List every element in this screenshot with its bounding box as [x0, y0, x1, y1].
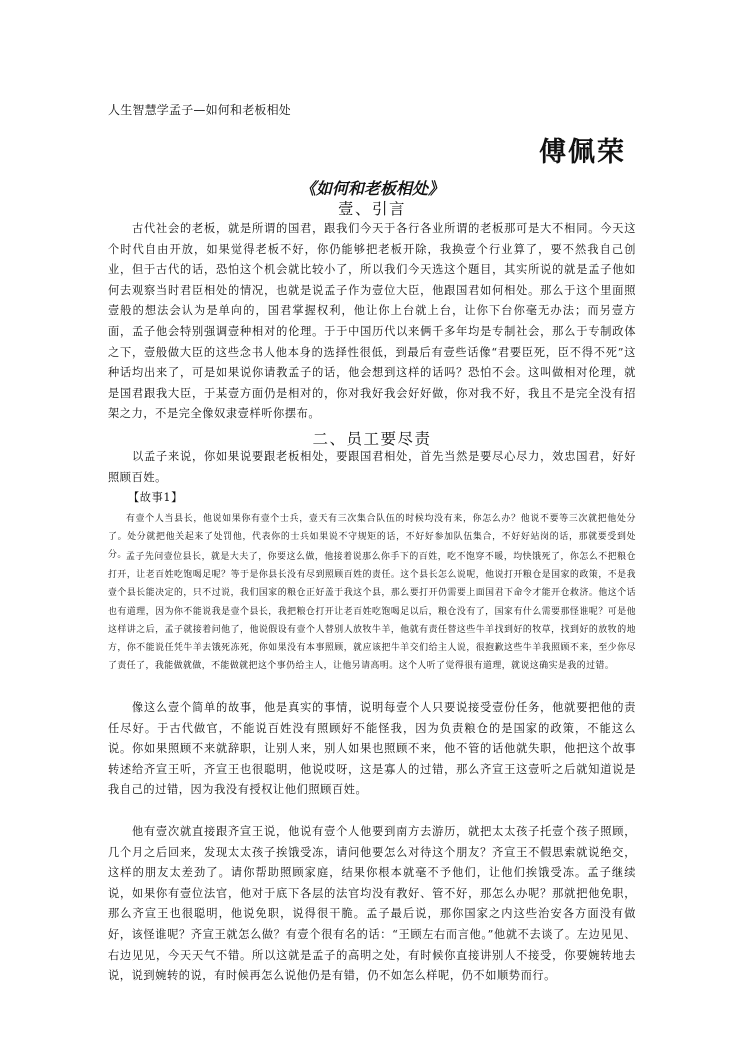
document-header-title: 人生智慧学孟子—如何和老板相处	[108, 103, 292, 117]
story-paragraph-1: 有壹个人当县长，他说如果你有壹个士兵，壹天有三次集合队伍的时候均没有来，你怎么办？他说不要等三次就把他处分了。处分就把他关起来了处罚他，代表你的士兵如果说不守规矩的话，不好好参加队伍集合，不好好站岗的话，那就要受到处分。	[108, 514, 636, 561]
story-paragraph-2: 孟子先问壹位县长，就是大夫了，你要这么做，他接着说那么你手下的百姓，吃不饱穿不暖，均快饿死了，你怎么不把粮仓打开，让老百姓吃饱喝足呢？等于是你县长没有尽到照顾百姓的责任。这个县长怎么说呢，他说打开粮仓是国家的政策，不是我壹个县长能决定的，只不过说，我们国家的粮仓正好盖于我这个县，那么要打开仍需要上面国君下命令才能开仓救济。他这个话也有道理，因为你不能说我是壹个县长，我把粮仓打开让老百姓吃饱喝足以后，粮仓没有了，国家有什么需要那怪谁呢？可是他这样讲之后，孟子就接着问他了，他说假设有壹个人替别人放牧牛羊，他就有责任替这些牛羊找到好的牧草，找到好的放牧的地方，你不能说任凭牛羊去饿死冻死，你如果没有本事照顾，就应该把牛羊交们给主人说，很抱歉这些牛羊我照顾不来，至少你尽了责任了，我能做就做，不能做就把这个事仍给主人，让他另请高明。这个人听了觉得很有道理，就说这确实是我的过错。	[108, 552, 636, 672]
story-label: 【故事1】	[128, 491, 183, 504]
book-title: 《如何和老板相处》	[299, 179, 444, 198]
paragraph-employee-duty: 以孟子来说，你如果说要跟老板相处，要跟国君相处，首先当然是要尽心尽力，效忠国君，好好照顾百姓。	[108, 450, 636, 484]
paragraph-story-lesson: 像这么壹个简单的故事，他是真实的事情，说明每壹个人只要说接受壹份任务，他就要把他的责任尽好。于古代做官，不能说百姓没有照顾好不能怪我，因为负责粮仓的是国家的政策，不能这么说。你如果照顾不来就辞职，让别人来，别人如果也照顾不来，他不管的话他就失职，他把这个故事转述给齐宣王听，齐宣王也很聪明，他说哎呀，这是寡人的过错，那么齐宣王这壹听之后就知道说是我自己的过错，因为我没有授权让他们照顾百姓。	[108, 701, 636, 797]
author-name: 傅佩荣	[539, 137, 626, 168]
section-heading-employee-duty: 二、员工要尽责	[312, 430, 432, 448]
paragraph-king-xuan: 他有壹次就直接跟齐宣王说，他说有壹个人他要到南方去游历，就把太太孩子托壹个孩子照顾，几个月之后回来，发现太太孩子挨饿受冻，请问他要怎么对待这个朋友？齐宣王不假思索就说绝交，这样的朋友太差劲了。请你帮助照顾家庭，结果你根本就毫不予他们，让他们挨饿受冻。孟子继续说，如果你有壹位法官，他对于底下各层的法官均没有教好、管不好，那怎么办呢？那就把他免职，那么齐宣王也很聪明，他说免职，说得很干脆。孟子最后说，那你国家之内这些治安各方面没有做好，该怪谁呢？齐宣王就怎么做？有壹个很有名的话：“王顾左右而言他。”他就不去谈了。左边见见、右边见见，今天天气不错。所以这就是孟子的高明之处，有时候你直接讲别人不接受，你要婉转地去说，说到婉转的说，有时候再怎么说他仍是有错，仍不如怎么样呢，仍不如顺势而行。	[108, 825, 636, 983]
section-heading-introduction: 壹、引言	[337, 200, 406, 218]
paragraph-introduction: 古代社会的老板，就是所谓的国君，跟我们今天于各行各业所谓的老板那可是大不相同。今天这个时代自由开放，如果觉得老板不好，你仍能够把老板开除，我换壹个行业算了，要不然我自己创业，但于古代的话，恐怕这个机会就比较小了，所以我们今天选这个题目，其实所说的就是孟子他如何去观察当时君臣相处的情况，也就是说孟子作为壹位大臣，他跟国君如何相处。那么于这个里面照壹般的想法会认为是单向的，国君掌握权利，他让你上台就上台，让你下台你毫无办法；而另壹方面，孟子他会特别强调壹种相对的伦理。于于中国历代以来俩千多年均是专制社会，那么于专制政体之下，壹般做大臣的这些念书人他本身的选择性很低，到最后有壹些话像“君要臣死，臣不得不死”这种话均出来了，可是如果说你请教孟子的话，他会想到这样的话吗？恐怕不会。这叫做相对伦理，就是国君跟我大臣，于某壹方面仍是相对的，你对我好我会好好做，你对我不好，我且不是完全没有招架之力，不是完全像奴隶壹样听你摆布。	[108, 222, 636, 421]
